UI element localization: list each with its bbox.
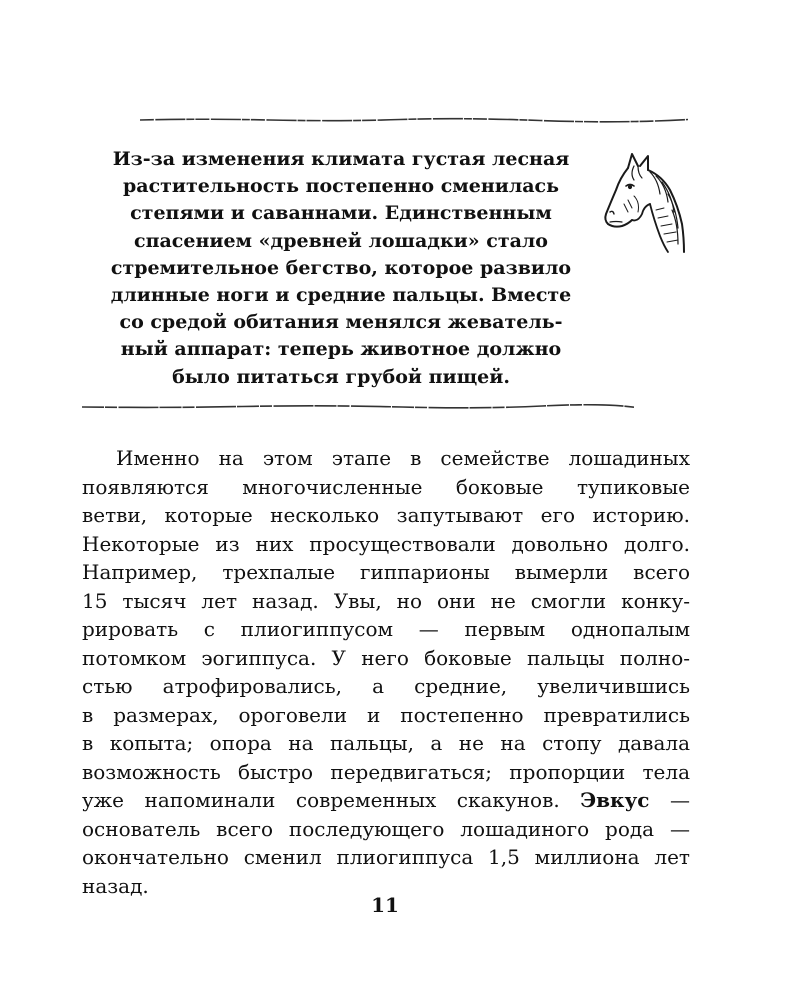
paragraph-line: возможность быстро передвигаться; пропорции тела bbox=[82, 759, 690, 784]
horse-head-icon bbox=[598, 150, 690, 256]
paragraph-line: в копыта; опора на пальцы, а не на стопу давала bbox=[82, 731, 690, 755]
bottom-divider bbox=[82, 404, 634, 410]
page-number: 11 bbox=[371, 893, 399, 917]
paragraph-line: основатель всего последующего лошадиного рода — bbox=[82, 816, 690, 841]
top-divider bbox=[140, 117, 688, 123]
paragraph-line: Некоторые из них просуществовали довольно долго. bbox=[82, 531, 690, 556]
term-ekvus: Эвкус bbox=[580, 788, 650, 812]
paragraph-line: Именно на этом этапе в семействе лошадиных bbox=[116, 446, 690, 470]
callout-line: стремительное бегство, которое развило bbox=[110, 256, 572, 279]
callout-line: степями и саваннами. Единственным bbox=[130, 202, 552, 225]
paragraph-line: появляются многочисленные боковые тупиковые bbox=[82, 474, 690, 499]
callout-line: спасением «древней лошадки» стало bbox=[134, 229, 548, 252]
callout-line: ный аппарат: теперь животное должно bbox=[120, 338, 562, 361]
callout-line: Из-за изменения климата густая лесная bbox=[112, 148, 570, 170]
paragraph-line: в размерах, ороговели и постепенно превратились bbox=[82, 702, 690, 727]
paragraph-line: 15 тысяч лет назад. Увы, но они не смогли конку- bbox=[82, 588, 690, 613]
main-paragraph bbox=[82, 444, 690, 900]
callout-line: со средой обитания менялся жеватель- bbox=[119, 311, 563, 334]
paragraph-line: ветви, которые несколько запутывают его историю. bbox=[82, 503, 690, 527]
line-text: уже напоминали современных скакунов. bbox=[82, 788, 560, 812]
paragraph-line: назад. bbox=[82, 873, 149, 898]
callout-line: растительность постепенно сменилась bbox=[122, 175, 560, 198]
paragraph-line: стью атрофировались, а средние, увеличившись bbox=[82, 674, 690, 698]
paragraph-line: рировать с плиогиппусом — первым однопалым bbox=[82, 617, 690, 641]
paragraph-line: окончательно сменил плиогиппуса 1,5 миллиона лет bbox=[82, 845, 690, 869]
callout-line: длинные ноги и средние пальцы. Вместе bbox=[110, 284, 572, 307]
paragraph-line: потомком эогиппуса. У него боковые пальцы полно- bbox=[82, 645, 690, 670]
paragraph-line: Например, трехпалые гиппарионы вымерли всего bbox=[82, 560, 690, 584]
callout-line: было питаться грубой пищей. bbox=[172, 365, 510, 388]
line-text: — bbox=[670, 788, 691, 812]
paragraph-line-with-term bbox=[82, 786, 690, 815]
callout-box bbox=[86, 146, 596, 391]
